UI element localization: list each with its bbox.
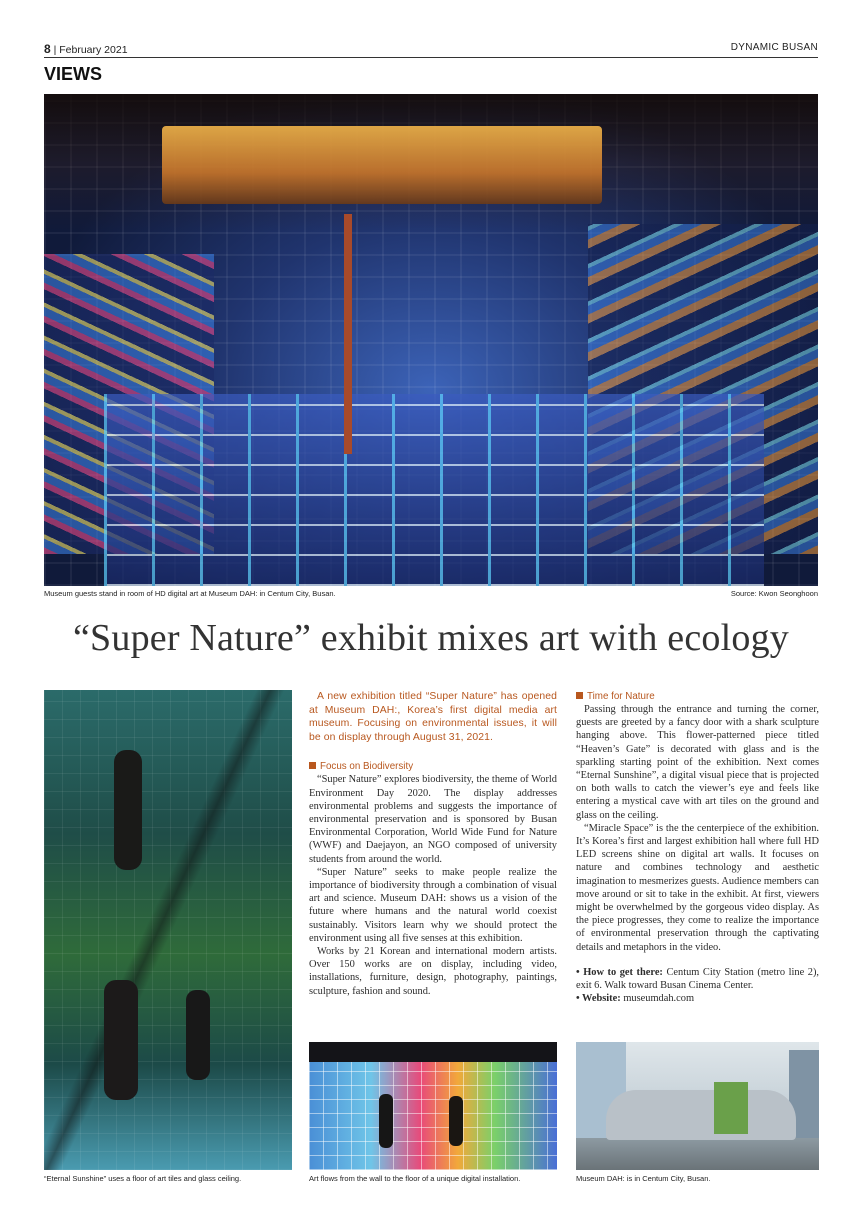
paragraph: “Super Nature” explores biodiversity, the theme of World Environment Day 2020. The display addresses environmental problems and suggests the importance of environmental preservation and is sponsored by Busan Environmental Corporation, World Wide Fund for Nature (WWF) and Daejayon, an NGO composed of university students from around the world. bbox=[309, 774, 557, 865]
visitor-info bbox=[576, 966, 819, 1006]
paragraph: “Miracle Space” is the the centerpiece of the exhibition. It’s Korea’s first and largest exhibition hall where full HD LED screens shine on digital art walls. It focuses on nature and combines technology and aesthetic imagination to mesmerizes guests. Audience members can move around or sit to take in the exhibit. At first, viewers might be overwhelmed by the gorgeous video display. As the piece progresses, they come to realize the importance of environmental preservation through the captivating details and metaphors in the video. bbox=[576, 822, 819, 953]
publication-name: DYNAMIC BUSAN bbox=[730, 42, 818, 53]
photo-museum-dome bbox=[606, 1090, 796, 1140]
photo-figure bbox=[104, 980, 138, 1100]
left-photo-caption: “Eternal Sunshine” uses a floor of art tiles and glass ceiling. bbox=[44, 1174, 242, 1183]
photo-museum-entrance bbox=[714, 1082, 748, 1134]
digital-installation-photo bbox=[309, 1042, 557, 1170]
section-title: VIEWS bbox=[44, 64, 103, 84]
article-column-middle bbox=[309, 690, 557, 998]
article-intro: A new exhibition titled “Super Nature” has opened at Museum DAH:, Korea’s first digital media art museum. Focusing on environmental issues, it will be on display through August 31, 2021. bbox=[309, 691, 557, 743]
hero-credit: Source: Kwon Seonghoon bbox=[730, 589, 818, 598]
photo-figure bbox=[114, 750, 142, 870]
hero-photo-stage bbox=[162, 126, 602, 204]
square-bullet-icon bbox=[309, 762, 316, 769]
article-headline: “Super Nature” exhibit mixes art with ecology bbox=[72, 617, 789, 659]
subhead-biodiversity: Focus on Biodiversity bbox=[309, 760, 557, 773]
photo-figure bbox=[379, 1094, 393, 1148]
square-bullet-icon bbox=[576, 692, 583, 699]
right-photo-caption: Museum DAH: is in Centum City, Busan. bbox=[576, 1174, 711, 1183]
website-line: • Website: museumdah.com bbox=[576, 993, 695, 1005]
hero-photo-sculpture bbox=[344, 214, 352, 454]
page-folio: 8 | February 2021 bbox=[44, 42, 128, 56]
paragraph: Passing through the entrance and turning the corner, guests are greeted by a fancy door with a shark sculpture hanging above. This flower-patterned piece titled “Heaven’s Gate” is decorated with glass and is the sparkling starting point of the exhibition. Next comes “Eternal Sunshine”, a digital visual piece that is projected on both walls to catch the viewer’s eye and feels like entering a mystical cave with art tiles on the ground and glass on the ceiling. bbox=[576, 704, 819, 821]
page-header bbox=[44, 40, 818, 58]
article-column-right bbox=[576, 690, 819, 1005]
directions-line: • How to get there: Centum City Station (metro line 2), exit 6. Walk toward Busan Cinema Center. bbox=[576, 966, 819, 992]
hero-photo bbox=[44, 94, 818, 586]
eternal-sunshine-photo bbox=[44, 690, 292, 1170]
photo-ceiling bbox=[309, 1042, 557, 1062]
hero-caption: Museum guests stand in room of HD digital art at Museum DAH: in Centum City, Busan. bbox=[44, 589, 336, 598]
hero-photo-floor bbox=[104, 394, 764, 586]
photo-figure bbox=[186, 990, 210, 1080]
middle-photo-caption: Art flows from the wall to the floor of a unique digital installation. bbox=[309, 1174, 521, 1183]
paragraph: “Super Nature” seeks to make people realize the importance of biodiversity through a combination of visual art and science. Museum DAH: shows us a vision of the future where humans and the natural world coexist sustainably. Visitors learn why we should protect the environment using all five senses at this exhibition. bbox=[309, 866, 557, 944]
museum-exterior-photo bbox=[576, 1042, 819, 1170]
issue-date: February 2021 bbox=[59, 44, 128, 56]
subhead-time-for-nature: Time for Nature bbox=[576, 690, 819, 703]
photo-figure bbox=[449, 1096, 463, 1146]
page-number: 8 bbox=[44, 42, 51, 56]
paragraph: Works by 21 Korean and international modern artists. Over 150 works are on display, including video, installations, furniture, design, photography, paintings, sculpture, fashion and sound. bbox=[309, 946, 557, 997]
